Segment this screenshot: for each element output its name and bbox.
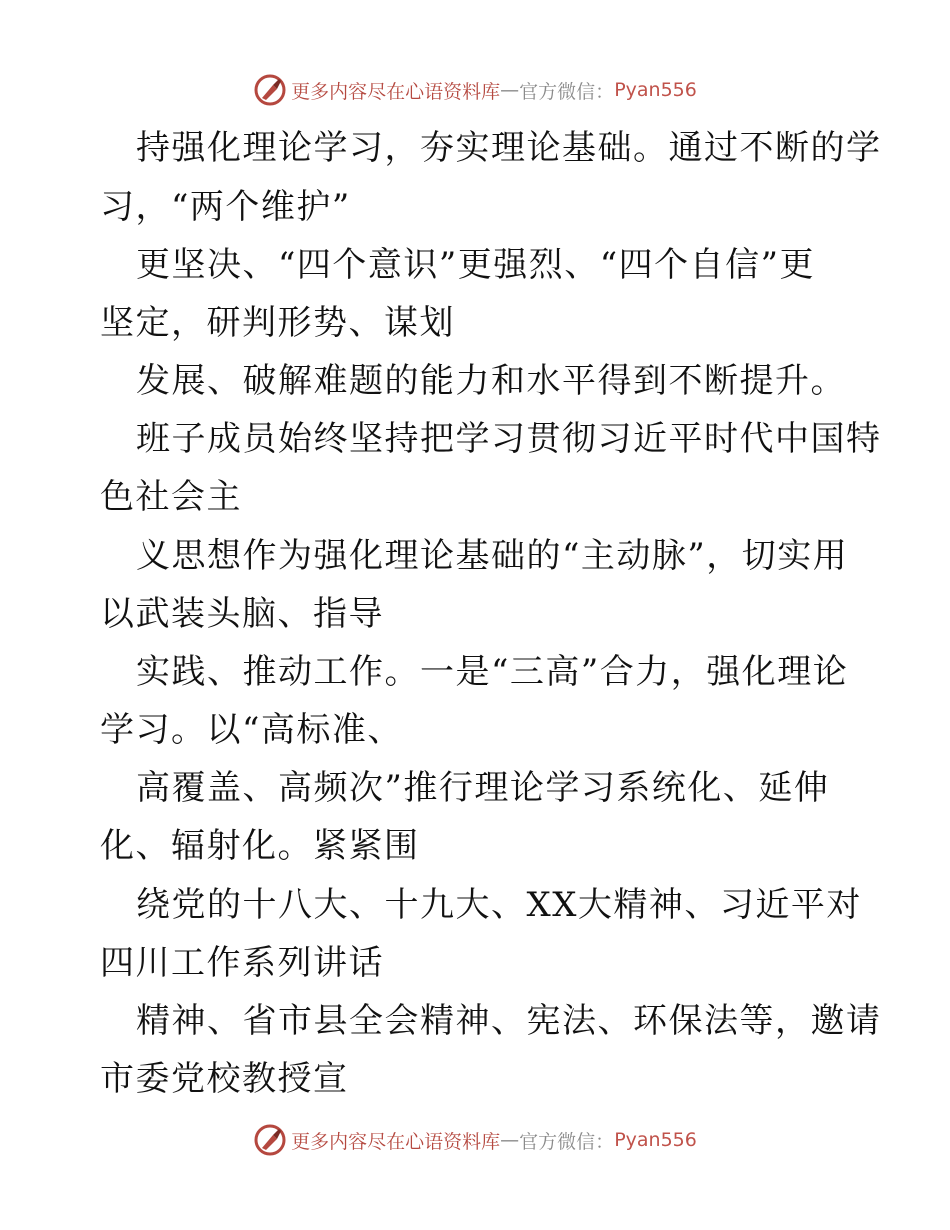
watermark-wechat-id: Pyan556: [614, 79, 697, 101]
watermark-official-label: 官方微信：: [519, 1130, 615, 1153]
text-line: 市委党校教授宣: [100, 1059, 349, 1099]
text-line: 义思想作为强化理论基础的“主动脉”，切实用: [136, 536, 849, 576]
text-line: 化、辐射化。紧紧围: [100, 826, 420, 866]
text-line: 色社会主: [100, 477, 242, 517]
text-line: 四川工作系列讲话: [100, 943, 384, 983]
text-line: 发展、破解难题的能力和水平得到不断提升。: [136, 361, 846, 401]
watermark-main-text: 更多内容尽在心语资料库: [291, 1130, 501, 1153]
header-watermark: [0, 70, 950, 110]
text-line: 班子成员始终坚持把学习贯彻习近平时代中国特: [136, 419, 882, 459]
text-line: 学习。以“高标准、: [100, 710, 403, 750]
text-line: 习，“两个维护”: [100, 187, 351, 227]
text-line: 更坚决、“四个意识”更强烈、“四个自信”更: [136, 245, 816, 285]
text-line: 高覆盖、高频次”推行理论学习系统化、延伸: [136, 768, 830, 808]
pen-nib-logo-icon: [253, 1123, 287, 1157]
footer-watermark: [0, 1120, 950, 1160]
watermark-official-label: 官方微信：: [519, 80, 615, 103]
text-line: 绕党的十八大、十九大、XX大精神、习近平对: [136, 885, 862, 925]
watermark-dash: —: [500, 79, 520, 101]
text-line: 精神、省市县全会精神、宪法、环保法等，邀请: [136, 1001, 882, 1041]
watermark-main-text: 更多内容尽在心语资料库: [291, 80, 501, 103]
text-line: 坚定，研判形势、谋划: [100, 303, 455, 343]
watermark-wechat-id: Pyan556: [614, 1129, 697, 1151]
text-line: 实践、推动工作。一是“三高”合力，强化理论: [136, 652, 849, 692]
text-line: 以武装头脑、指导: [100, 594, 384, 634]
watermark-dash: —: [500, 1129, 520, 1151]
pen-nib-logo-icon: [253, 73, 287, 107]
text-line: 持强化理论学习，夯实理论基础。通过不断的学: [136, 128, 882, 168]
